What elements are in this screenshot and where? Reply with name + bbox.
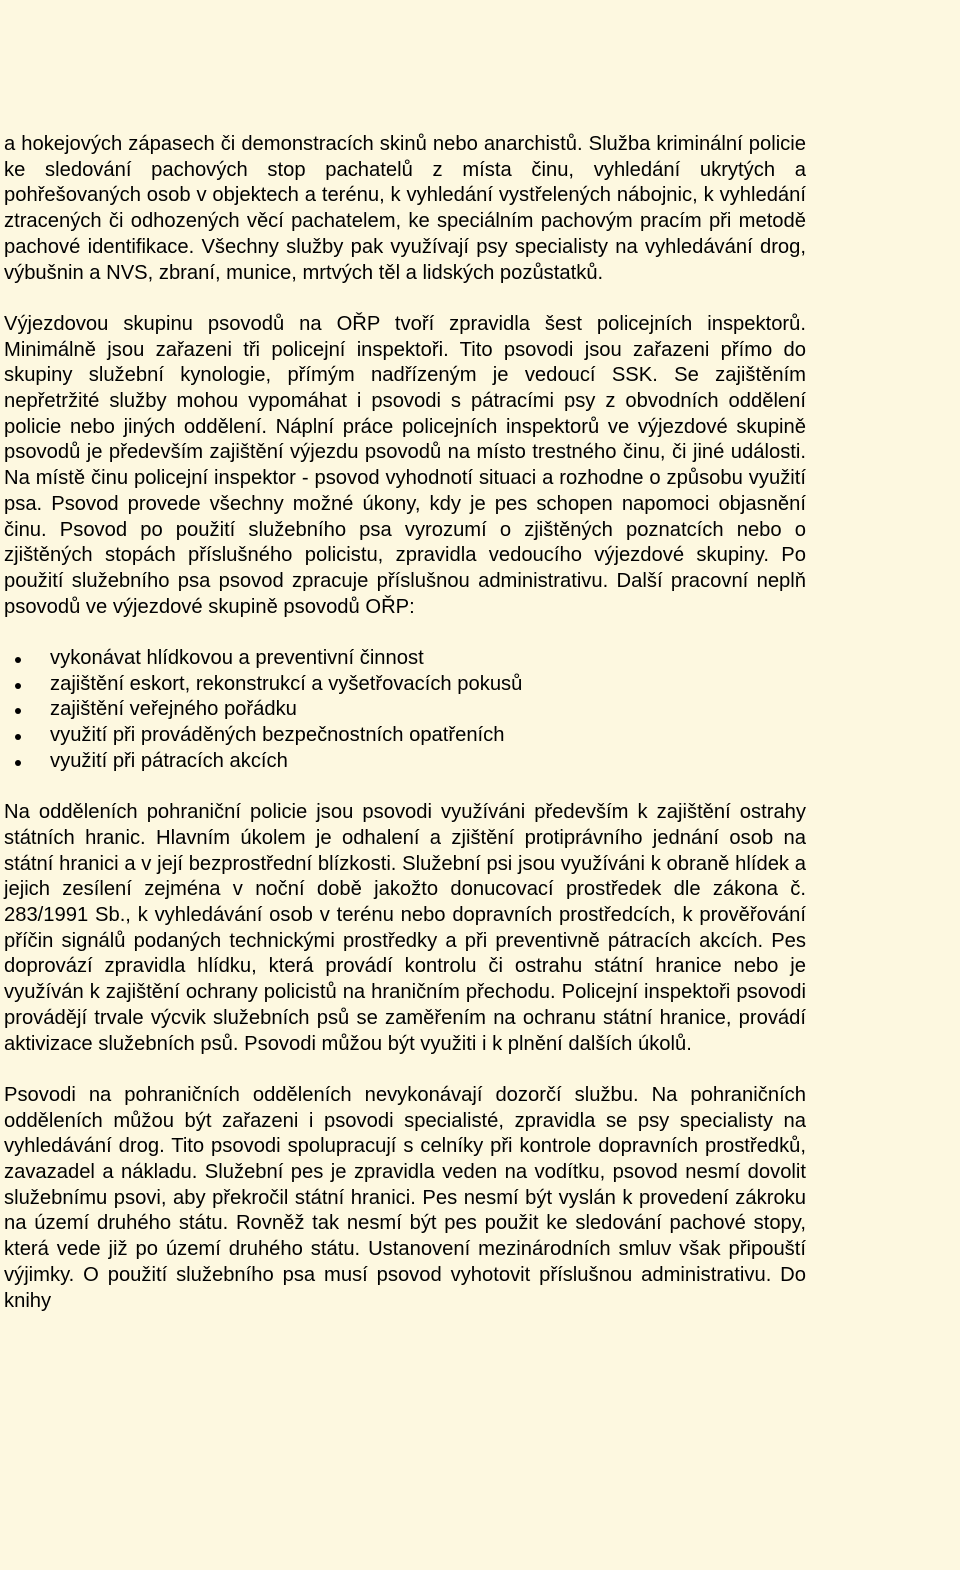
paragraph-spacer [4, 775, 806, 801]
paragraph-spacer [4, 620, 806, 646]
list-item-text: využití při prováděných bezpečnostních opatřeních [50, 724, 505, 747]
document-body [4, 132, 806, 1314]
bullet-icon [15, 708, 21, 714]
duties-list [4, 646, 806, 775]
bullet-icon [15, 657, 21, 663]
paragraph-3: Na odděleních pohraniční policie jsou psovodi využíváni především k zajištění ostrahy státních hranic. Hlavním úkolem je odhalení a zjištění protiprávního jednání osob na státní hranici a v její bezprostřední blízkosti. Služební psi jsou využíváni k obraně hlídek a jejich zesílení zejména v noční době jakožto donucovací prostředek dle zákona č. 283/1991 Sb., k vyhledávání osob v terénu nebo dopravních prostředcích, k prověřování příčin signálů podaných technickými prostředky a při preventivně pátracích akcích. Pes doprovází zpravidla hlídku, která provádí kontrolu či ostrahu státní hranice nebo je využíván k zajištění ochrany policistů na hraničním přechodu. Policejní inspektoři psovodi provádějí trvale výcvik služebních psů se zaměřením na ochranu státní hranice, provádí aktivizace služebních psů. Psovodi můžou být využiti i k plnění dalších úkolů. [4, 801, 806, 1055]
list-item-text: zajištění veřejného pořádku [50, 698, 297, 721]
list-item [4, 672, 806, 698]
bullet-icon [15, 734, 21, 740]
paragraph-1: a hokejových zápasech či demonstracích skinů nebo anarchistů. Služba kriminální policie ke sledování pachových stop pachatelů z místa činu, vyhledání ukrytých a pohřešovaných osob v objektech a terénu, k vyhledání vystřelených nábojnic, k vyhledání ztracených či odhozených věcí pachatelem, ke speciálním pachovým pracím při metodě pachové identifikace. Všechny služby pak využívají psy specialisty na vyhledávání drog, výbušnin a NVS, zbraní, munice, mrtvých těl a lidských pozůstatků. [4, 133, 806, 284]
bullet-icon [15, 683, 21, 689]
paragraph-spacer [4, 1057, 806, 1083]
list-item-text: využití při pátracích akcích [50, 749, 288, 772]
list-item [4, 723, 806, 749]
list-item [4, 697, 806, 723]
list-item-text: zajištění eskort, rekonstrukcí a vyšetřovacích pokusů [50, 672, 523, 695]
list-item [4, 646, 806, 672]
paragraph-4: Psovodi na pohraničních odděleních nevykonávají dozorčí službu. Na pohraničních odděleních můžou být zařazeni i psovodi specialisté, zpravidla se psy specialisty na vyhledávání drog. Tito psovodi spolupracují s celníky při kontrole dopravních prostředků, zavazadel a nákladu. Služební pes je zpravidla veden na vodítku, psovod nesmí dovolit služebnímu psovi, aby překročil státní hranici. Pes nesmí být vyslán k provedení zákroku na území druhého státu. Rovněž tak nesmí být pes použit ke sledování pachové stopy, která vede již po území druhého státu. Ustanovení mezinárodních smluv však připouští výjimky. O použití služebního psa musí psovod vyhotovit příslušnou administrativu. Do knihy [4, 1083, 806, 1312]
paragraph-2: Výjezdovou skupinu psovodů na OŘP tvoří zpravidla šest policejních inspektorů. Minimálně jsou zařazeni tři policejní inspektoři. Tito psovodi jsou zařazeni přímo do skupiny služební kynologie, přímým nadřízeným je vedoucí SSK. Se zajištěním nepřetržité služby mohou vypomáhat i psovodi s pátracími psy z obvodních oddělení policie nebo jiných oddělení. Náplní práce policejních inspektorů ve výjezdové skupině psovodů je především zajištění výjezdu psovodů na místo trestného činu, či jiné události. Na místě činu policejní inspektor - psovod vyhodnotí situaci a rozhodne o způsobu využití psa. Psovod provede všechny možné úkony, kdy je pes schopen napomoci objasnění činu. Psovod po použití služebního psa vyrozumí o zjištěných poznatcích nebo o zjištěných stopách příslušného policistu, zpravidla vedoucího výjezdové skupiny. Po použití služebního psa psovod zpracuje příslušnou administrativu. Další pracovní neplň psovodů ve výjezdové skupině psovodů OŘP: [4, 312, 806, 618]
paragraph-spacer [4, 286, 806, 312]
list-item-text: vykonávat hlídkovou a preventivní činnost [50, 647, 424, 670]
list-item [4, 749, 806, 775]
bullet-icon [15, 760, 21, 766]
